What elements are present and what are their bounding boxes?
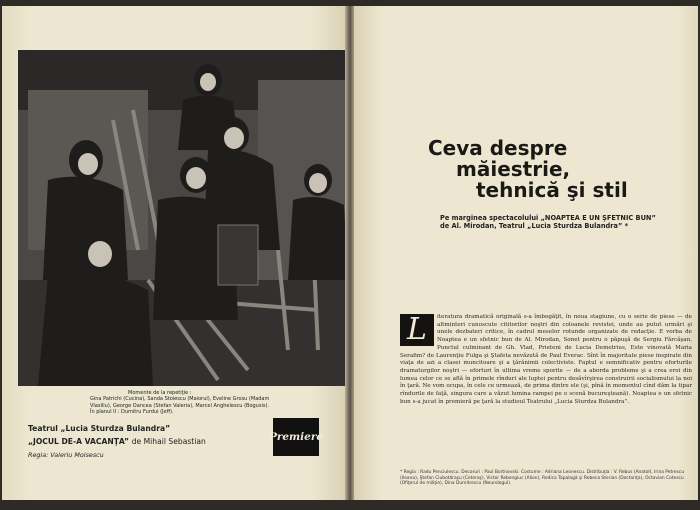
drop-cap: L (400, 314, 434, 346)
left-page (2, 6, 346, 500)
show-author: de Mihail Sebastian (131, 437, 206, 446)
rehearsal-photo (18, 50, 346, 386)
article-footnote: * Regia : Radu Penciulescu. Decoruri : Paul Bortnovski. Costume : Adriana Leonescu. Distribuţia : V. Rebus (Anatol), Irina Petrescu (Ileana), Ştefan Ciubotăraşu (Ceteraş), Victor Rebengiuc (Alion), Rodica Tapalagă şi Rebeca Sterian (Doctoriţa), Octavian Cotescu (Ofiţerul de miliţie), Dina Dumitrescu (Neurologul). (400, 470, 685, 487)
photo-caption-line: Vlasiliu), George Oancea (Stefan Valeria), Marcel Anghelescu (Bogusis). (90, 402, 269, 409)
article-headline (426, 138, 698, 201)
show-direction: Regia: Valeriu Moisescu (28, 451, 104, 459)
article-body (400, 314, 692, 406)
photo-caption-heading: Momente de la repetiţie : (128, 390, 192, 396)
right-page (354, 6, 698, 500)
headline-line: Ceva despre (428, 136, 568, 160)
article-body-text: iteratura dramatică originală s-a îmbogăţit, în noua stagiune, cu o serie de piese — de altminteri cunoscute cititorilor noştri din coloanele revistei, unde au putut urmări şi unele dezbateri critice, în cadrul meselor rotunde organizate de redacţie. E vorba de Noaptea e un sfetnic bun de Al. Mirodan, Sonet pentru o păpuşă de Sergiu Fărcăşan, Punctul culminant de Gh. Vlad, Prieteni de Lucia Demetrius, Este vinovată Maria Serafim? de Laurenţiu Fulga şi Ştafeta nevăzută de Paul Everac. Sînt în majoritate piese inspirate din viaţa de azi a clasei muncitoare şi a ţărănimii colectiviste. Faptul e semnificativ pentru eforturile dramaturgilor noştri — eforturi în ultima vreme sporite — de a aborda probleme şi a crea eroi din lumea celor ce se află în primele rînduri ale luptei pentru desăvîrşirea construirii socialismului la noi în ţară. Ne vom ocupa, în cele ce urmează, de prima dintre ele (şi, pînă în momentul cînd dăm la tipar rîndurile de faţă, singura care a văzut lumina rampei pe o scenă bucureşteană). Noaptea e un sfetnic bun s-a jucat în premieră pe ţară la studioul Teatrului „Lucia Sturdza Bulandra”. (400, 314, 692, 405)
show-info (28, 424, 248, 459)
show-title-line (28, 437, 248, 446)
article-subtitle (440, 214, 688, 230)
subtitle-line: de Al. Mirodan, Teatrul „Lucia Sturdza Bulandra” * (440, 222, 629, 231)
show-title: „JOCUL DE-A VACANŢA” (28, 437, 130, 446)
rehearsal-photo-image (18, 50, 346, 386)
headline-line: tehnică şi stil (476, 178, 628, 202)
magazine-spread (2, 6, 698, 500)
photo-caption-line: În planul II : Dumitru Furdui (Jeff). (90, 408, 174, 415)
show-theatre: Teatrul „Lucia Sturdza Bulandra” (28, 424, 171, 433)
photo-caption-line: Gina Patrichi (Cucina), Sanda Stoiescu (Maiorul), Eveline Grosu (Madam (90, 396, 270, 403)
premiere-badge: Premiere (273, 418, 319, 456)
headline-line: măiestrie, (456, 157, 571, 181)
subtitle-line: Pe marginea spectacolului „NOAPTEA E UN ŞFETNIC BUN” (440, 214, 656, 222)
photo-caption (90, 390, 326, 415)
